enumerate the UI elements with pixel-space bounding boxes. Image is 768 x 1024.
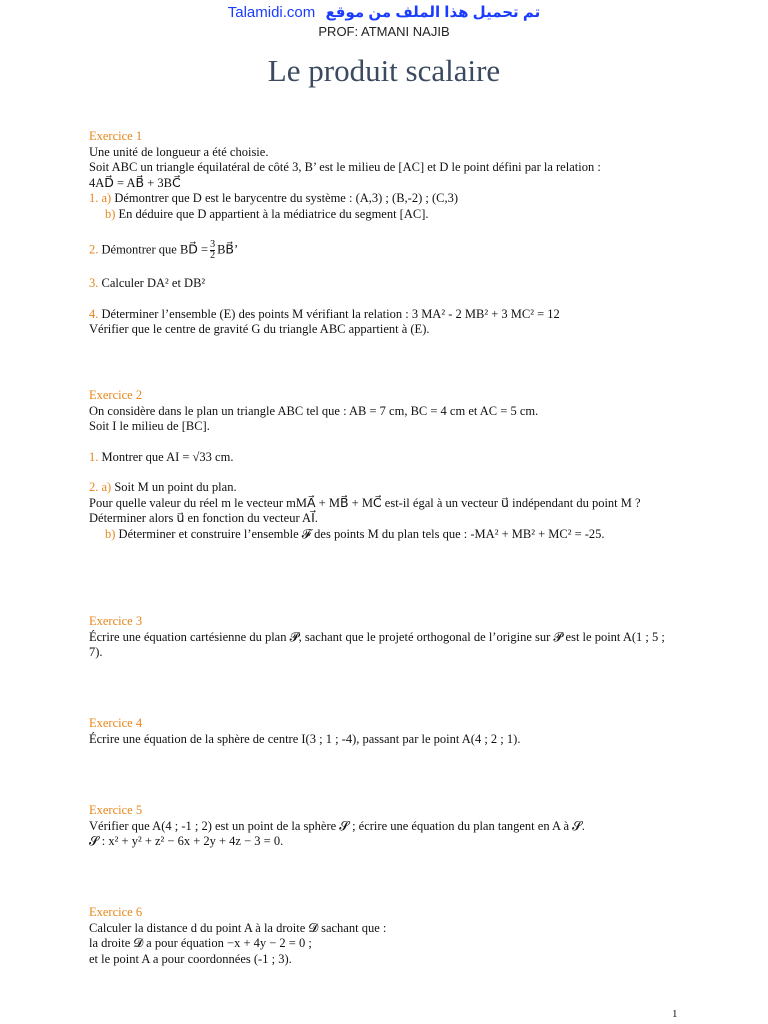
exercise-text: Écrire une équation cartésienne du plan 𝓟, sachant que le projeté orthogonal de l’origine sur 𝓟 est le point A(1 ; 5 ; 7). <box>89 629 665 659</box>
exercise-5 <box>89 803 681 850</box>
site-link[interactable]: Talamidi.com <box>227 4 316 21</box>
exercise-text: et le point A a pour coordonnées (-1 ; 3). <box>89 951 292 966</box>
question-number: 2. a) <box>89 480 112 494</box>
question-text: Calculer DA² et DB² <box>101 276 206 290</box>
question-1b <box>89 207 681 223</box>
fraction-denominator: 2 <box>210 250 216 261</box>
exercise-text: la droite 𝓓 a pour équation −x + 4y − 2 = 0 ; <box>89 936 312 950</box>
question-1a <box>89 191 681 207</box>
exercise-text: Vérifier que A(4 ; -1 ; 2) est un point de la sphère 𝓢 ; écrire une équation du plan tangent en A à 𝓢. <box>89 818 585 833</box>
exercise-text: Une unité de longueur a été choisie. <box>89 144 269 159</box>
exercise-1 <box>89 129 681 338</box>
question-text: Déterminer l’ensemble (E) des points M vérifiant la relation : 3 MA² - 2 MB² + 3 MC² = 12 <box>101 306 560 321</box>
question-1 <box>89 450 681 466</box>
question-text: Démontrer que BD⃗ = <box>101 242 209 257</box>
exercise-4 <box>89 716 681 747</box>
page-title: Le produit scalaire <box>267 53 501 88</box>
question-text: Vérifier que le centre de gravité G du triangle ABC appartient à (E). <box>89 322 430 336</box>
exercise-text: Soit I le milieu de [BC]. <box>89 419 210 433</box>
exercise-heading: Exercice 1 <box>89 129 143 143</box>
vector-relation: 4AD⃗ = AB⃗ + 3BC⃗ <box>89 175 181 190</box>
question-number: 1. <box>89 449 99 464</box>
question-3 <box>89 276 681 292</box>
question-number: 3. <box>89 276 99 290</box>
question-text: Démontrer que D est le barycentre du système : (A,3) ; (B,-2) ; (C,3) <box>114 191 458 205</box>
exercise-text: On considère dans le plan un triangle ABC tel que : AB = 7 cm, BC = 4 cm et AC = 5 cm. <box>89 403 539 418</box>
question-text: Déterminer alors u⃗ en fonction du vecteur AI⃗. <box>89 511 318 525</box>
question-text: BB⃗’ <box>217 242 239 257</box>
exercise-text: Soit ABC un triangle équilatéral de côté 3, B’ est le milieu de [AC] et D le point défini par la relation : <box>89 160 601 174</box>
page-number: 1 <box>672 1008 678 1020</box>
question-number: 1. a) <box>89 191 112 205</box>
exercise-3 <box>89 614 681 661</box>
question-text: Montrer que AI = √33 cm. <box>101 449 234 464</box>
question-2b <box>89 527 681 543</box>
site-arabic-text: تم تحميل هذا الملف من موقع <box>325 4 541 21</box>
question-text: En déduire que D appartient à la médiatrice du segment [AC]. <box>118 206 429 221</box>
exercise-heading: Exercice 4 <box>89 716 143 730</box>
exercise-2 <box>89 388 681 542</box>
question-text: Déterminer et construire l’ensemble 𝓕 des points M du plan tels que : -MA² + MB² + MC² = -25. <box>118 526 605 541</box>
question-text: Soit M un point du plan. <box>114 480 237 494</box>
exercise-text: Écrire une équation de la sphère de centre I(3 ; 1 ; -4), passant par le point A(4 ; 2 ; 1). <box>89 731 521 746</box>
question-number: b) <box>105 206 116 221</box>
download-banner[interactable] <box>0 4 768 22</box>
exercise-heading: Exercice 3 <box>89 614 143 628</box>
fraction <box>210 240 215 261</box>
question-4 <box>89 307 681 323</box>
exercise-heading: Exercice 6 <box>89 905 143 919</box>
fraction-numerator: 3 <box>210 239 216 250</box>
exercise-heading: Exercice 2 <box>89 388 143 402</box>
exercise-text: Calculer la distance d du point A à la droite 𝓓 sachant que : <box>89 920 387 935</box>
author-line: PROF: ATMANI NAJIB <box>318 24 450 39</box>
question-number: b) <box>105 526 116 541</box>
exercise-heading: Exercice 5 <box>89 803 143 817</box>
question-2 <box>89 240 681 261</box>
sphere-equation: 𝓢 : x² + y² + z² − 6x + 2y + 4z − 3 = 0. <box>89 834 284 848</box>
question-text: Pour quelle valeur du réel m le vecteur mMA⃗ + MB⃗ + MC⃗ est-il égal à un vecteur u⃗ indépendant du point M ? <box>89 495 641 510</box>
question-number: 2. <box>89 242 99 257</box>
question-2a <box>89 480 681 496</box>
exercise-6 <box>89 905 681 967</box>
question-number: 4. <box>89 306 99 321</box>
